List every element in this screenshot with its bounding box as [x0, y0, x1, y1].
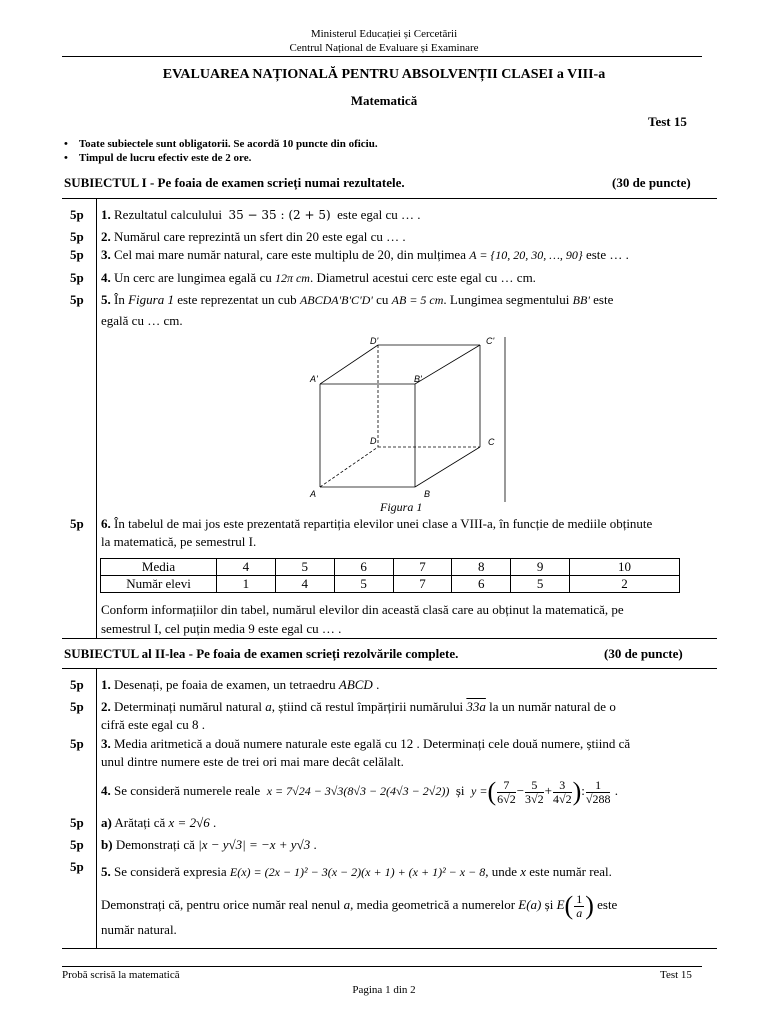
item-points: 5p [70, 229, 84, 244]
item-points: 5p [70, 207, 84, 222]
table-cell: 5 [334, 576, 393, 593]
math-expr: 35 − 35 : (2 + 5) [228, 208, 331, 222]
item-points: 5p [70, 247, 84, 262]
s2-item-3-line2: unul dintre numere este de trei ori mai mare decât celălalt. [101, 754, 404, 769]
rule-item: • Timpul de lucru efectiv este de 2 ore. [64, 152, 252, 164]
item-points: 5p [70, 736, 84, 751]
s2-item-1: 1. Desenați, pe foaia de examen, un tetraedru ABCD . [101, 677, 380, 692]
ministry-name: Ministerul Educației și Cercetării [310, 28, 458, 40]
s1-item-4: 4. Un cerc are lungimea egală cu 12π cm. Diametrul acestui cerc este egal cu … cm. [101, 270, 536, 285]
s2-item-5: 5. Se consideră expresia E(x) = (2x − 1)² − 3(x − 2)(x + 1) + (x + 1)² − x − 8, unde x este număr real. [101, 864, 612, 879]
math-expr: A = {10, 20, 30, …, 90} [469, 248, 583, 262]
rule-text: Timpul de lucru efectiv este de 2 ore. [78, 152, 252, 164]
table-row [101, 559, 680, 576]
section2-title: SUBIECTUL al II-lea - Pe foaia de examen scrieți rezolvările complete. [64, 646, 459, 661]
footer-right: Test 15 [660, 969, 692, 981]
edge-bc [415, 447, 480, 487]
table-cell: 4 [275, 576, 334, 593]
exam-title: EVALUAREA NAȚIONALĂ PENTRU ABSOLVENȚII CLASEI a VIII-a [162, 67, 606, 82]
section1-title: SUBIECTUL I - Pe foaia de examen scrieți numai rezultatele. [64, 175, 405, 190]
label-c1: C' [486, 336, 495, 346]
math-expr: x = 7√24 − 3√3(8√3 − 2(4√3 − 2√2)) [266, 784, 450, 798]
item-points: 5p [70, 677, 84, 692]
s2-item-5-line3: număr natural. [101, 922, 177, 937]
rule-item: • Toate subiectele sunt obligatorii. Se acordă 10 puncte din oficiu. [64, 138, 378, 150]
label-a: A [310, 489, 317, 499]
section1-rule [62, 198, 717, 199]
item-points: 5p [70, 859, 84, 874]
label-d: D [370, 436, 377, 446]
exam-subject: Matematică [350, 93, 418, 108]
table-cell: 2 [570, 576, 680, 593]
s2-item-4: 4. Se consideră numerele reale x = 7√24 − 3√3(8√3 − 2(4√3 − 2√2)) și y =( $\frac{7}{6√2}$ − $\frac{5}{3√2}$ + $\frac{3}{4√2}$ ): $\frac{1}{√288}$ . [101, 777, 618, 807]
s1-item-6-after1: Conform informațiilor din tabel, numărul elevilor din această clasă care au obținut la matematică, pe [101, 602, 624, 617]
table-cell: 1 [217, 576, 276, 593]
table-header: Număr elevi [101, 576, 217, 593]
s1-item-6-after2: semestrul I, cel puțin media 9 este egal cu … . [101, 621, 342, 636]
label-b1: B' [414, 374, 422, 384]
s1-item-6-line2: la matematică, pe semestrul I. [101, 534, 257, 549]
s2-item-4a: a) Arătați că x = 2√6 . [101, 815, 217, 830]
section2-margin-line [96, 668, 97, 948]
center-name: Centrul Național de Evaluare și Examinare [289, 42, 479, 54]
s1-item-2: 2. Numărul care reprezintă un sfert din 20 este egal cu … . [101, 229, 406, 244]
footer-left: Probă scrisă la matematică [62, 969, 180, 981]
table-cell: 8 [452, 559, 511, 576]
edge-ad [320, 447, 378, 487]
cube-figure [300, 332, 520, 514]
s2-item-5-line2: Demonstrați că, pentru orice număr real nenul a, media geometrică a numerelor E(a) și E( $\frac{1}{a}$ ) este [101, 891, 618, 921]
section2-rule [62, 668, 717, 669]
section1-points: (30 de puncte) [612, 175, 691, 190]
table-row [101, 576, 680, 593]
s2-item-2: 2. Determinați numărul natural a, știind că restul împărțirii numărului 33a la un număr natural de o [101, 699, 616, 714]
section2-points: (30 de puncte) [604, 646, 683, 661]
item-points: 5p [70, 699, 84, 714]
section2-bottom-rule [62, 948, 717, 949]
edge-a1d1 [320, 345, 378, 384]
s1-item-3: 3. Cel mai mare număr natural, care este multiplu de 20, din mulțimea A = {10, 20, 30, …, 90} este … . [101, 247, 629, 262]
s1-item-6: 6. În tabelul de mai jos este prezentată repartiția elevilor unei clase a VIII-a, în funcție de mediile obținute [101, 516, 653, 531]
test-label: Test 15 [648, 114, 687, 129]
label-d1: D' [370, 336, 379, 346]
item-points: 5p [70, 292, 84, 307]
table-header: Media [101, 559, 217, 576]
s1-item-5-line2: egală cu … cm. [101, 313, 183, 328]
s1-item-1: 1. Rezultatul calculului 35 − 35 : (2 + 5) este egal cu … . [101, 207, 421, 222]
item-points: 5p [70, 837, 84, 852]
table-cell: 5 [511, 576, 570, 593]
figure-caption: Figura 1 [380, 500, 423, 514]
label-a1: A' [310, 374, 318, 384]
footer-rule [62, 966, 702, 967]
item-points: 5p [70, 516, 84, 531]
section1-margin-line [96, 198, 97, 638]
math-expr: 12π cm [274, 271, 310, 285]
s1-item-5: 5. În Figura 1 este reprezentat un cub ABCDA'B'C'D' cu AB = 5 cm. Lungimea segmentului BB' este [101, 292, 614, 307]
section2-top-rule [62, 638, 717, 639]
page-number: Pagina 1 din 2 [352, 984, 416, 996]
table-cell: 6 [334, 559, 393, 576]
math-expr: E(x) = (2x − 1)² − 3(x − 2)(x + 1) + (x + 1)² − x − 8 [229, 865, 486, 879]
header-rule [62, 56, 702, 57]
grades-table [100, 558, 680, 593]
table-cell: 4 [217, 559, 276, 576]
table-cell: 5 [275, 559, 334, 576]
table-cell: 7 [393, 559, 452, 576]
table-cell: 6 [452, 576, 511, 593]
rule-text: Toate subiectele sunt obligatorii. Se acordă 10 puncte din oficiu. [78, 138, 378, 150]
label-c: C [488, 437, 495, 447]
table-cell: 7 [393, 576, 452, 593]
table-cell: 10 [570, 559, 680, 576]
item-points: 5p [70, 815, 84, 830]
table-cell: 9 [511, 559, 570, 576]
edge-b1c1 [415, 345, 480, 384]
item-points: 5p [70, 270, 84, 285]
s2-item-2-line2: cifră este egal cu 8 . [101, 717, 205, 732]
s2-item-3: 3. Media aritmetică a două numere naturale este egală cu 12 . Determinați cele două numere, știind că [101, 736, 631, 751]
s2-item-4b: b) Demonstrați că |x − y√3| = −x + y√3 . [101, 837, 317, 852]
label-b: B [424, 489, 431, 499]
